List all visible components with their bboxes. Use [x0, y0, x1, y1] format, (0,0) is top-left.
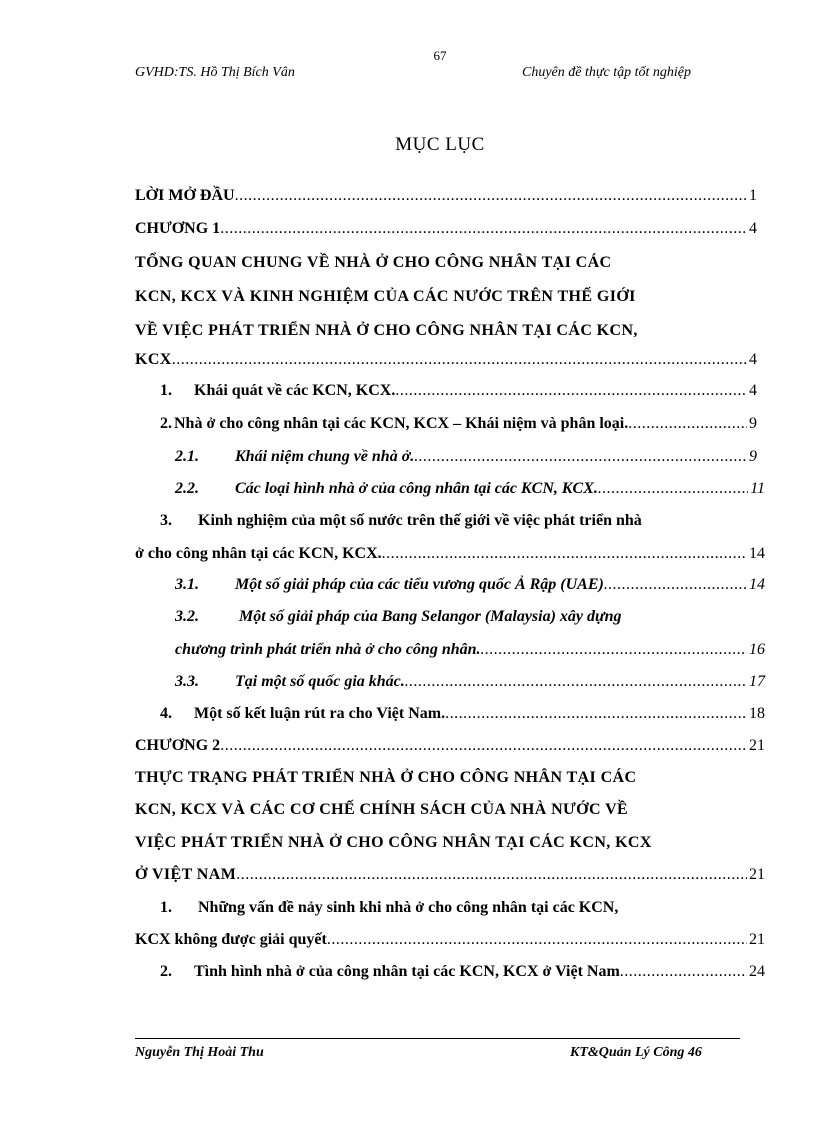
- chapter-2-title-line-2: KCN, KCX VÀ CÁC CƠ CHẾ CHÍNH SÁCH CỦA NHÀ NƯỚC VỀ: [135, 801, 629, 818]
- section-number: 1.: [160, 382, 172, 399]
- toc-entry-1-3-line-1[interactable]: [160, 511, 642, 531]
- footer-class: KT&Quản Lý Công 46: [570, 1045, 702, 1060]
- footer-divider: [135, 1038, 740, 1039]
- toc-entry-text: Một số giải pháp của các tiểu vương quốc Ả Rập (UAE): [235, 576, 604, 593]
- dot-leader: [598, 479, 748, 499]
- toc-page-number: 21: [749, 737, 765, 754]
- section-number: 4.: [160, 705, 172, 722]
- toc-page-number: 9: [749, 448, 757, 465]
- dot-leader: [604, 575, 747, 595]
- dot-leader: [628, 414, 747, 434]
- dot-leader: [481, 640, 747, 660]
- toc-entry-text: Tại một số quốc gia khác.: [235, 673, 405, 690]
- footer-author: Nguyễn Thị Hoài Thu: [135, 1045, 264, 1060]
- toc-entry-text: Kinh nghiệm của một số nước trên thế giới về việc phát triển nhà: [198, 512, 642, 529]
- toc-page-number: 11: [750, 480, 765, 497]
- toc-entry-2-2[interactable]: [160, 962, 765, 982]
- toc-entry-1-2-2[interactable]: [175, 479, 765, 499]
- toc-entry-1-3-2-line-1[interactable]: [175, 607, 622, 627]
- page-number: 67: [433, 48, 447, 63]
- toc-entry-text: LỜI MỞ ĐẦU: [135, 187, 235, 204]
- toc-page-number: 14: [749, 576, 765, 593]
- toc-entry-text: Khái niệm chung về nhà ở.: [235, 448, 415, 465]
- dot-leader: [382, 544, 747, 564]
- header-author: GVHD:TS. Hồ Thị Bích Vân: [135, 65, 295, 80]
- toc-entry-text: Một số giải pháp của Bang Selangor (Malaysia) xây dựng: [239, 608, 622, 625]
- toc-page-number: 9: [749, 415, 757, 432]
- toc-entry-text: CHƯƠNG 2: [135, 737, 221, 754]
- dot-leader: [220, 736, 747, 756]
- dot-leader: [172, 350, 747, 370]
- toc-entry-1-2[interactable]: [160, 414, 757, 434]
- toc-page-number: 17: [749, 673, 765, 690]
- toc-page-number: 4: [749, 351, 757, 368]
- chapter-1-title-line-1: TỔNG QUAN CHUNG VỀ NHÀ Ở CHO CÔNG NHÂN TẠI CÁC: [135, 254, 612, 271]
- dot-leader: [414, 447, 747, 467]
- toc-entry-text: Ở VIỆT NAM: [135, 866, 237, 883]
- toc-entry-text: KCX: [135, 351, 172, 368]
- toc-entry-text: Một số kết luận rút ra cho Việt Nam.: [194, 705, 446, 722]
- toc-entry-1-3-1[interactable]: [175, 575, 765, 595]
- toc-page-number: 16: [749, 641, 765, 658]
- toc-entry-1-3-2-line-2[interactable]: [175, 640, 765, 660]
- toc-entry-text: Những vấn đề nảy sinh khi nhà ở cho công nhân tại các KCN,: [198, 899, 619, 916]
- toc-entry-1-3-3[interactable]: [175, 672, 765, 692]
- section-number: 2.1.: [175, 448, 199, 465]
- toc-entry-text: ở cho công nhân tại các KCN, KCX.: [135, 545, 382, 562]
- toc-entry-text: Tình hình nhà ở của công nhân tại các KCN, KCX ở Việt Nam: [194, 963, 620, 980]
- toc-page-number: 21: [749, 931, 765, 948]
- toc-entry-2-1-line-1[interactable]: [160, 898, 618, 918]
- dot-leader: [445, 704, 747, 724]
- toc-page-number: 4: [749, 220, 757, 237]
- section-number: 2.2.: [175, 480, 199, 497]
- toc-entry-1-2-1[interactable]: [175, 447, 757, 467]
- dot-leader: [327, 930, 747, 950]
- toc-entry-text: CHƯƠNG 1: [135, 220, 221, 237]
- chapter-1-title-line-2: KCN, KCX VÀ KINH NGHIỆM CỦA CÁC NƯỚC TRÊN THẾ GIỚI: [135, 288, 636, 305]
- section-number: 3.3.: [175, 673, 199, 690]
- toc-page-number: 14: [749, 545, 765, 562]
- dot-leader: [395, 381, 747, 401]
- toc-entry-chuong-2[interactable]: [135, 736, 765, 756]
- toc-entry-2-1-line-2[interactable]: [135, 930, 765, 950]
- toc-entry-loi-mo-dau[interactable]: [135, 186, 757, 206]
- section-number: 1.: [160, 899, 172, 916]
- section-number: 3.: [160, 512, 172, 529]
- toc-entry-chapter-1-title-end[interactable]: [135, 350, 757, 370]
- section-number: 3.1.: [175, 576, 199, 593]
- toc-entry-1-4[interactable]: [160, 704, 765, 724]
- toc-page-number: 1: [749, 187, 757, 204]
- toc-page-number: 18: [749, 705, 765, 722]
- toc-page-number: 24: [749, 963, 765, 980]
- toc-entry-text: chương trình phát triển nhà ở cho công nhân.: [175, 641, 481, 658]
- toc-page-number: 4: [749, 382, 757, 399]
- section-number: 2.: [160, 415, 172, 432]
- toc-entry-text: Nhà ở cho công nhân tại các KCN, KCX – Khái niệm và phân loại.: [174, 415, 629, 432]
- dot-leader: [235, 186, 747, 206]
- toc-entry-text: KCX không được giải quyết: [135, 931, 327, 948]
- toc-page-number: 21: [749, 866, 765, 883]
- dot-leader: [220, 219, 747, 239]
- toc-entry-text: Khái quát về các KCN, KCX.: [194, 382, 396, 399]
- header-document-type: Chuyên đề thực tập tốt nghiệp: [522, 65, 691, 80]
- toc-entry-1-1[interactable]: [160, 381, 757, 401]
- chapter-1-title-line-3: VỀ VIỆC PHÁT TRIỂN NHÀ Ở CHO CÔNG NHÂN TẠI CÁC KCN,: [135, 322, 638, 339]
- dot-leader: [405, 672, 747, 692]
- page-title: MỤC LỤC: [395, 134, 485, 155]
- dot-leader: [236, 865, 747, 885]
- dot-leader: [620, 962, 747, 982]
- toc-entry-chapter-2-title-end[interactable]: [135, 865, 765, 885]
- toc-entry-chuong-1[interactable]: [135, 219, 757, 239]
- section-number: 3.2.: [175, 608, 199, 625]
- section-number: 2.: [160, 963, 172, 980]
- toc-entry-text: Các loại hình nhà ở của công nhân tại các KCN, KCX.: [235, 480, 598, 497]
- chapter-2-title-line-1: THỰC TRẠNG PHÁT TRIỂN NHÀ Ở CHO CÔNG NHÂN TẠI CÁC: [135, 769, 637, 786]
- chapter-2-title-line-3: VIỆC PHÁT TRIỂN NHÀ Ở CHO CÔNG NHÂN TẠI CÁC KCN, KCX: [135, 834, 652, 851]
- toc-entry-1-3-line-2[interactable]: [135, 544, 765, 564]
